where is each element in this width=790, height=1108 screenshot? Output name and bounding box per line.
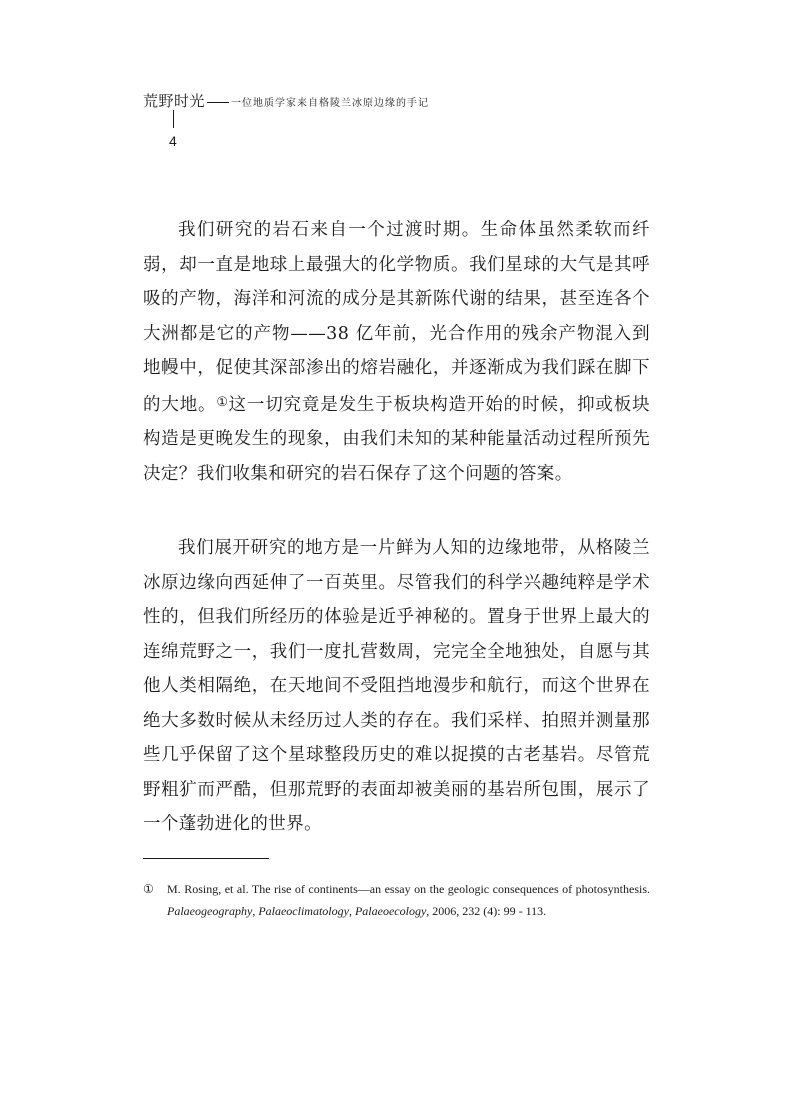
paragraph-1 [143, 213, 650, 491]
body-paragraph-1 [143, 213, 650, 491]
paragraph-1-text-b: 这一切究竟是发生于板块构造开始的时候，抑或板块构造是更晚发生的现象，由我们未知的某种能量活动过程所预先决定？我们收集和研究的岩石保存了这个问题的答案。 [143, 394, 651, 484]
footnote-citation-b: , 2006, 232 (4): 99 - 113. [426, 904, 547, 918]
header-title [143, 90, 429, 111]
footnote-sep-2: , [348, 904, 355, 918]
footnote-citation-a: M. Rosing, et al. The rise of continents—an essay on the geologic consequences of photosynthesis. [167, 882, 650, 896]
footnote [143, 878, 650, 922]
footnote-text [167, 878, 650, 922]
title-dash [207, 102, 229, 103]
page-number: 4 [169, 133, 177, 149]
footnote-reference: ① [216, 394, 229, 410]
book-title: 荒野时光 [143, 92, 206, 110]
book-subtitle: 一位地质学家来自格陵兰冰原边缘的手记 [231, 98, 430, 109]
paragraph-2: 我们展开研究的地方是一片鲜为人知的边缘地带，从格陵兰冰原边缘向西延伸了一百英里。尽管我们的科学兴趣纯粹是学术性的，但我们所经历的体验是近乎神秘的。置身于世界上最大的连绵荒野之一，我们一度扎营数周，完完全全地独处，自愿与其他人类相隔绝，在天地间不受阻挡地漫步和航行，而这个世界在绝大多数时候从未经历过人类的存在。我们采样、拍照并测量那些几乎保留了这个星球整段历史的难以捉摸的古老基岩。尽管荒野粗犷而严酷，但那荒野的表面却被美丽的基岩所包围，展示了一个蓬勃进化的世界。 [143, 538, 650, 834]
footnote-sep-1: , [252, 904, 259, 918]
footnote-journal-2: Palaeoclimatology [258, 904, 349, 918]
footnote-marker: ① [143, 882, 154, 896]
paragraph-1-text-a: 我们研究的岩石来自一个过渡时期。生命体虽然柔软而纤弱，却一直是地球上最强大的化学物质。我们星球的大气是其呼吸的产物，海洋和河流的成分是其新陈代谢的结果，甚至连各个大洲都是它的产物——38 亿年前，光合作用的残余产物混入到地幔中，促使其深部渗出的熔岩融化，并逐渐成为我们踩在脚下的大地。 [143, 220, 650, 415]
running-header [143, 90, 430, 149]
body-paragraph-2 [143, 531, 650, 842]
footnote-journal-3: Palaeoecology [354, 904, 427, 918]
footnote-separator [143, 858, 269, 859]
header-rule [173, 110, 174, 128]
footnote-journal-1: Palaeogeography [167, 904, 253, 918]
